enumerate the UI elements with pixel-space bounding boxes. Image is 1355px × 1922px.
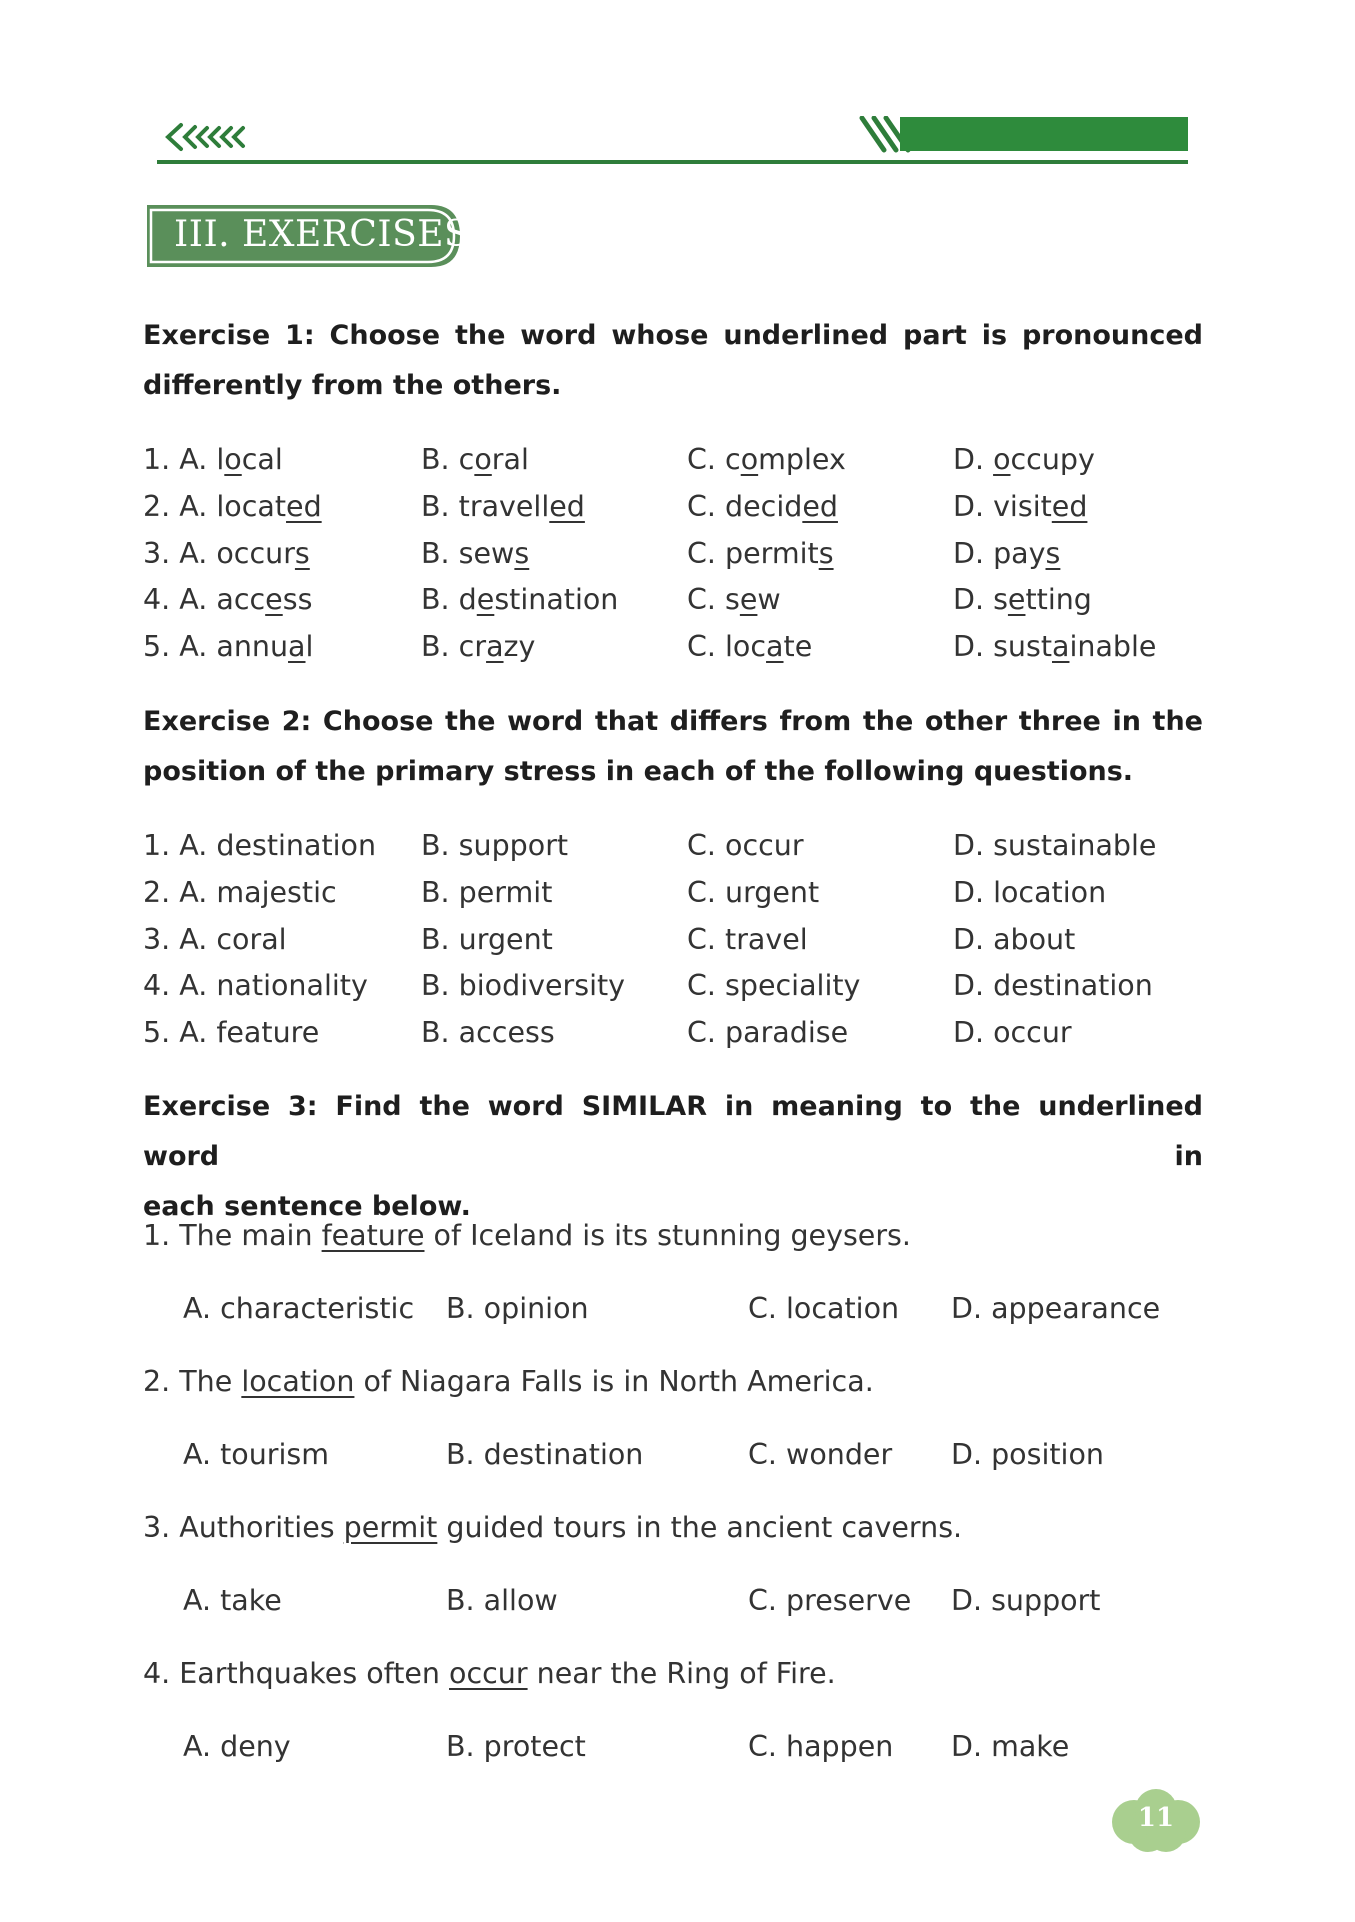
underlined-part: s (514, 537, 530, 570)
option-text: B. travell (421, 490, 550, 523)
answer-option: D. position (951, 1438, 1104, 1471)
underlined-part: a (288, 630, 306, 663)
answer-option (953, 630, 1156, 663)
answer-option: C. happen (748, 1730, 894, 1763)
underlined-part: ed (286, 490, 322, 523)
header-rule (157, 160, 1188, 164)
answer-option: 1. A. destination (143, 829, 377, 862)
option-text: l (305, 630, 314, 663)
option-text: ccupy (1010, 443, 1095, 476)
sentence-text: 2. The (143, 1365, 242, 1398)
answer-option: D. location (953, 876, 1107, 909)
option-text: w (757, 583, 781, 616)
sentence-text: of Niagara Falls is in North America. (354, 1365, 874, 1398)
answer-option (953, 443, 1095, 476)
answer-option: A. characteristic (183, 1292, 415, 1325)
answer-option: D. destination (953, 969, 1153, 1002)
answer-option: 5. A. feature (143, 1016, 320, 1049)
answer-option: B. access (421, 1016, 555, 1049)
option-text: 2. A. locat (143, 490, 287, 523)
answer-option: C. urgent (687, 876, 820, 909)
sentence-text: 1. The main (143, 1219, 322, 1252)
answer-option (421, 537, 529, 570)
exercise-2-row (0, 1016, 1355, 1060)
option-text: B. d (421, 583, 477, 616)
option-text: D. (953, 443, 994, 476)
answer-option: C. occur (687, 829, 804, 862)
answer-option (421, 490, 585, 523)
option-text: 1. A. l (143, 443, 225, 476)
exercise-1-title-line-2: differently from the others. (143, 370, 562, 401)
exercise-3-options (0, 1292, 1355, 1336)
exercise-1-row (0, 630, 1355, 674)
answer-option: B. allow (446, 1584, 558, 1617)
exercise-1-row (0, 537, 1355, 581)
underlined-part: o (740, 443, 759, 476)
underlined-word: feature (321, 1219, 425, 1252)
option-text: ss (282, 583, 313, 616)
underlined-part: s (818, 537, 834, 570)
underlined-part: s (1045, 537, 1061, 570)
answer-option: D. make (951, 1730, 1070, 1763)
answer-option: C. wonder (748, 1438, 893, 1471)
question-sentence (143, 1657, 836, 1690)
underlined-part: o (224, 443, 242, 476)
option-text: te (783, 630, 813, 663)
exercise-1-title (143, 311, 1203, 411)
option-text: D. s (953, 583, 1008, 616)
option-text: C. decid (687, 490, 803, 523)
answer-option (143, 537, 310, 570)
option-text: inable (1069, 630, 1157, 663)
answer-option (953, 583, 1092, 616)
option-text: ral (491, 443, 529, 476)
exercise-2-title-line-2: position of the primary stress in each of the following questions. (143, 756, 1134, 787)
underlined-part: o (993, 443, 1011, 476)
exercise-3-options (0, 1438, 1355, 1482)
answer-option: C. travel (687, 923, 808, 956)
exercise-2-row (0, 829, 1355, 873)
exercise-1-row (0, 583, 1355, 627)
answer-option (687, 630, 812, 663)
answer-option: 4. A. nationality (143, 969, 368, 1002)
option-text: D. sust (953, 630, 1052, 663)
sentence-text: 3. Authorities (143, 1511, 344, 1544)
exercise-2-title (143, 697, 1203, 797)
answer-option: B. protect (446, 1730, 586, 1763)
answer-option: B. destination (446, 1438, 644, 1471)
answer-option (687, 490, 838, 523)
option-text: C. s (687, 583, 740, 616)
option-text: C. permit (687, 537, 819, 570)
option-text: D. visit (953, 490, 1052, 523)
question-sentence (143, 1219, 911, 1252)
option-text: B. sew (421, 537, 515, 570)
page-number: 11 (1137, 1803, 1175, 1833)
exercise-3-title-line-1: Exercise 3: Find the word SIMILAR in meaning to the underlined word in (143, 1091, 1203, 1172)
answer-option (421, 583, 618, 616)
sentence-text: guided tours in the ancient caverns. (437, 1511, 963, 1544)
answer-option: D. appearance (951, 1292, 1161, 1325)
underlined-word: occur (449, 1657, 528, 1690)
option-text: stination (494, 583, 619, 616)
answer-option (687, 537, 834, 570)
answer-option: D. support (951, 1584, 1101, 1617)
underlined-part: e (1007, 583, 1026, 616)
underlined-part: ed (1051, 490, 1088, 523)
answer-option: B. permit (421, 876, 553, 909)
answer-option: 2. A. majestic (143, 876, 337, 909)
option-text: C. loc (687, 630, 767, 663)
exercise-3-title (143, 1082, 1203, 1232)
chevron-left-decoration-icon (165, 122, 255, 152)
underlined-part: e (476, 583, 495, 616)
answer-option (953, 537, 1060, 570)
answer-option (687, 583, 781, 616)
option-text: zy (503, 630, 536, 663)
answer-option: B. biodiversity (421, 969, 626, 1002)
underlined-part: a (766, 630, 784, 663)
question-sentence (143, 1365, 874, 1398)
option-text: cal (241, 443, 283, 476)
option-text: D. pay (953, 537, 1046, 570)
answer-option (143, 583, 312, 616)
exercise-3-title-line-2: each sentence below. (143, 1191, 471, 1222)
underlined-part: e (739, 583, 758, 616)
exercise-1-title-line-1: Exercise 1: Choose the word whose underlined part is pronounced (143, 320, 1203, 351)
exercise-2-row (0, 969, 1355, 1013)
underlined-part: ed (549, 490, 585, 523)
answer-option (421, 630, 535, 663)
option-text: B. c (421, 443, 475, 476)
question-sentence (143, 1511, 962, 1544)
answer-option (953, 490, 1087, 523)
exercise-2-row (0, 876, 1355, 920)
exercise-3-options (0, 1584, 1355, 1628)
answer-option (143, 490, 322, 523)
answer-option: D. sustainable (953, 829, 1157, 862)
underlined-part: o (474, 443, 492, 476)
answer-option: C. paradise (687, 1016, 849, 1049)
underlined-part: e (265, 583, 283, 616)
exercise-2-row (0, 923, 1355, 967)
underlined-part: ed (802, 490, 838, 523)
option-text: 4. A. acc (143, 583, 266, 616)
answer-option (143, 443, 283, 476)
answer-option: 3. A. coral (143, 923, 287, 956)
option-text: 5. A. annu (143, 630, 289, 663)
sentence-text: of Iceland is its stunning geysers. (424, 1219, 911, 1252)
exercise-1-row (0, 490, 1355, 534)
answer-option: B. urgent (421, 923, 553, 956)
option-text: mplex (758, 443, 846, 476)
underlined-part: a (1052, 630, 1070, 663)
exercise-2-title-line-1: Exercise 2: Choose the word that differs from the other three in the (143, 706, 1203, 737)
answer-option (687, 443, 846, 476)
underlined-part: a (486, 630, 504, 663)
answer-option: B. support (421, 829, 569, 862)
answer-option (143, 630, 313, 663)
underlined-word: permit (343, 1511, 438, 1544)
option-text: B. cr (421, 630, 487, 663)
option-text: 3. A. occur (143, 537, 295, 570)
section-title: III. EXERCISES (174, 214, 470, 255)
underlined-word: location (241, 1365, 355, 1398)
exercise-3-options (0, 1730, 1355, 1774)
answer-option: C. location (748, 1292, 900, 1325)
answer-option: A. take (183, 1584, 282, 1617)
answer-option: D. occur (953, 1016, 1072, 1049)
sentence-text: near the Ring of Fire. (527, 1657, 836, 1690)
answer-option: D. about (953, 923, 1076, 956)
header-bar (900, 117, 1188, 151)
answer-option: A. tourism (183, 1438, 330, 1471)
answer-option: B. opinion (446, 1292, 589, 1325)
sentence-text: 4. Earthquakes often (143, 1657, 450, 1690)
option-text: tting (1025, 583, 1092, 616)
answer-option: C. preserve (748, 1584, 912, 1617)
answer-option: C. speciality (687, 969, 861, 1002)
underlined-part: s (294, 537, 310, 570)
exercise-1-row (0, 443, 1355, 487)
answer-option (421, 443, 529, 476)
answer-option: A. deny (183, 1730, 291, 1763)
option-text: C. c (687, 443, 741, 476)
